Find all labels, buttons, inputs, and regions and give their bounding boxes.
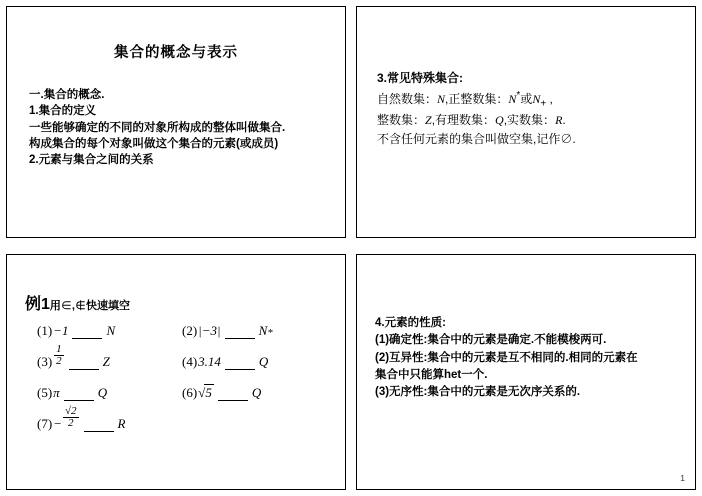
slide-1-line-5: 2.元素与集合之间的关系	[29, 154, 154, 167]
exercise-item-2-blank[interactable]	[225, 327, 255, 339]
exercise-row	[37, 375, 327, 401]
positive-integer-symbol: N	[508, 91, 517, 106]
exercise-item-1	[37, 323, 182, 339]
slide-1-body	[29, 87, 329, 169]
exercise-item-3-denominator: 2	[56, 355, 62, 368]
slide-4-line-1: (1)确定性:集合中的元素是确定.不能模梭两可.	[375, 334, 607, 347]
exercise-item-2-sup: *	[267, 327, 273, 339]
slide-4	[356, 254, 696, 490]
natural-number-symbol: N	[437, 91, 446, 106]
exercise-item-3-fraction	[54, 344, 64, 368]
exercise-item-2-set: N	[258, 323, 268, 338]
slide-4-line-3: 集合中只能算het一个.	[375, 368, 488, 381]
exercise-item-5-label: (5)	[37, 385, 53, 400]
exercise-item-3-blank[interactable]	[69, 358, 99, 370]
exercise-item-2	[182, 323, 327, 339]
example-instruction: 用∈,∉快速填空	[49, 300, 130, 312]
slide-3-heading	[25, 291, 130, 314]
slide-2-body	[377, 69, 687, 149]
exercise-item-4-expr: 3.14	[198, 354, 221, 369]
page-number: 1	[680, 473, 685, 483]
exercise-item-7	[37, 404, 182, 432]
slide-2-line-2-mid2: ,实数集：	[503, 113, 556, 128]
slide-2-line-1	[377, 88, 687, 112]
exercise-row	[37, 344, 327, 370]
slide-2-line-2-suffix: .	[562, 113, 566, 128]
exercise-item-2-expr: |−3|	[198, 323, 221, 338]
example-label: 例1	[25, 296, 50, 313]
exercise-item-6-label: (6)	[182, 385, 198, 400]
slide-2-line-2-prefix: 整数集：	[377, 113, 426, 128]
exercise-item-5-set: Q	[97, 385, 108, 400]
slide-2-line-1-prefix: 自然数集：	[377, 91, 438, 106]
exercise-item-7-denominator: 2	[67, 417, 74, 430]
slide-1-line-3: 一些能够确定的不同的对象所构成的整体叫做集合.	[29, 121, 286, 134]
slide-2-heading: 3.常见特殊集合:	[377, 71, 464, 85]
positive-integer-symbol-alt: N	[532, 91, 541, 106]
exercise-item-2-label: (2)	[182, 323, 198, 338]
integer-symbol: Z	[425, 113, 432, 128]
slide-2-line-2	[377, 111, 687, 130]
exercise-item-3-label: (3)	[37, 354, 53, 369]
exercise-item-7-label: (7)	[37, 416, 53, 431]
exercise-row	[37, 313, 327, 339]
exercise-item-5	[37, 385, 182, 401]
slide-2	[356, 6, 696, 238]
exercise-item-4-set: Q	[258, 354, 269, 369]
minus-sign: −	[53, 416, 62, 431]
slide-1	[6, 6, 346, 238]
exercise-item-3	[37, 342, 182, 370]
exercise-item-5-expr: π	[53, 385, 60, 400]
exercise-item-1-label: (1)	[37, 323, 53, 338]
real-symbol: R	[555, 113, 563, 128]
exercise-item-6	[182, 384, 327, 401]
exercise-item-6-radicand: 5	[205, 385, 212, 400]
exercise-row	[37, 406, 327, 432]
slide-4-heading: 4.元素的性质:	[375, 317, 446, 329]
slide-2-line-3: 不含任何元素的集合叫做空集,记作∅.	[377, 132, 576, 147]
exercise-item-5-blank[interactable]	[64, 389, 94, 401]
slide-4-line-4: (3)无序性:集合中的元素是无次序关系的.	[375, 386, 581, 398]
rational-symbol: Q	[495, 113, 504, 128]
exercise-grid	[37, 313, 327, 437]
exercise-item-6-set: Q	[251, 385, 262, 400]
slide-1-line-4: 构成集合的每个对象叫做这个集合的元素(或成员)	[29, 137, 279, 150]
slide-4-line-2: (2)互异性:集合中的元素是互不相同的.相同的元素在	[375, 351, 638, 364]
slide-3	[6, 254, 346, 490]
exercise-item-7-set: R	[117, 416, 126, 431]
positive-integer-plus: +	[540, 97, 547, 109]
exercise-item-1-expr: −1	[53, 323, 69, 338]
positive-integer-star: *	[516, 89, 521, 101]
exercise-item-7-fraction	[63, 406, 79, 430]
exercise-item-7-blank[interactable]	[84, 420, 114, 432]
slide-2-line-1-mid2: 或	[520, 91, 533, 106]
exercise-item-3-numerator: 1	[56, 342, 62, 355]
slide-4-body	[375, 315, 683, 401]
slide-2-line-1-mid: ,正整数集：	[445, 91, 509, 106]
slide-1-line-1: 一.集合的概念.	[29, 89, 105, 101]
exercise-item-3-set: Z	[102, 354, 110, 369]
exercise-item-7-numerator: √2	[64, 404, 77, 417]
exercise-item-1-set: N	[106, 323, 116, 338]
slide-2-line-1-suffix: ,	[546, 91, 553, 106]
slide-2-line-2-mid: ,有理数集：	[431, 113, 496, 128]
exercise-item-4-label: (4)	[182, 354, 198, 369]
slide-1-title: 集合的概念与表示	[114, 45, 238, 61]
exercise-item-4-blank[interactable]	[225, 358, 255, 370]
exercise-item-6-blank[interactable]	[218, 389, 248, 401]
slide-1-line-2: 1.集合的定义	[29, 105, 97, 118]
exercise-item-1-blank[interactable]	[72, 327, 102, 339]
sqrt-icon: √	[198, 385, 206, 400]
exercise-item-4	[182, 354, 327, 370]
